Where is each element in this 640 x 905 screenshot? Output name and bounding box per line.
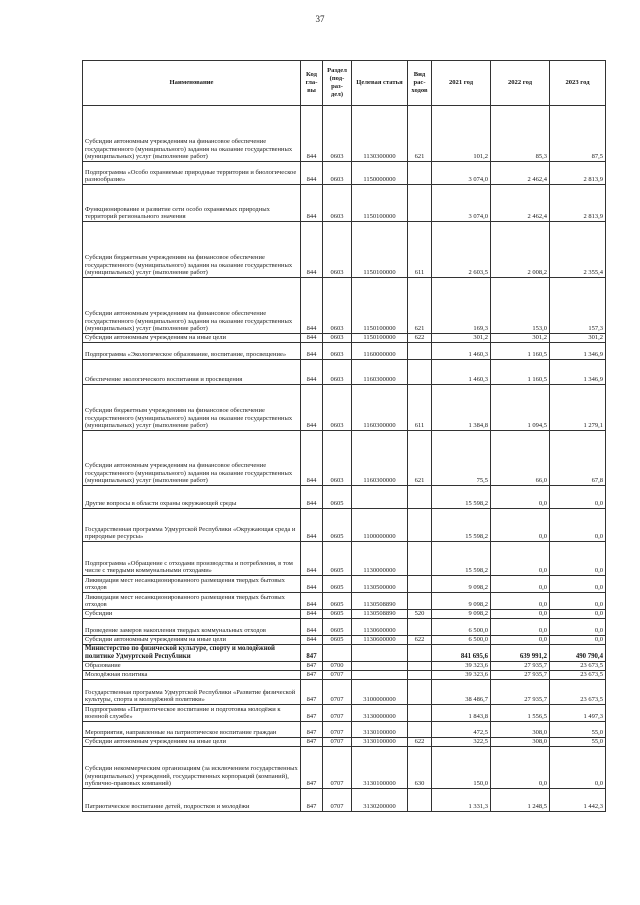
row-type: 611	[408, 222, 432, 278]
row-2021: 38 486,7	[432, 680, 491, 705]
row-name: Субсидии автономным учреждениям на финансовое обеспечение государственного (муниципального) задания на оказание государственных (муниципальных) услуг (выполнение работ)	[83, 278, 301, 334]
row-2022: 0,0	[491, 486, 550, 509]
row-2021: 322,5	[432, 738, 491, 747]
row-2023: 23 673,5	[550, 662, 606, 671]
row-section: 0603	[323, 431, 352, 486]
row-section: 0605	[323, 593, 352, 610]
row-section: 0605	[323, 509, 352, 542]
row-2023: 1 279,1	[550, 385, 606, 431]
row-2021: 9 098,2	[432, 610, 491, 619]
row-2021: 1 331,3	[432, 789, 491, 812]
row-name: Подпрограмма «Особо охраняемые природные территории и биологическое разнообразие»	[83, 162, 301, 185]
row-code: 844	[301, 593, 323, 610]
row-article: 1150100000	[352, 185, 408, 222]
row-2021: 15 598,2	[432, 486, 491, 509]
table-row	[83, 431, 606, 486]
row-2022: 0,0	[491, 509, 550, 542]
row-section: 0707	[323, 680, 352, 705]
row-article: 3130100000	[352, 747, 408, 789]
row-2023: 2 813,9	[550, 185, 606, 222]
row-code: 847	[301, 671, 323, 680]
row-article: 1160000000	[352, 343, 408, 360]
row-section: 0603	[323, 185, 352, 222]
row-2022: 301,2	[491, 334, 550, 343]
row-2023: 1 346,9	[550, 343, 606, 360]
row-name: Государственная программа Удмуртской Республики «Развитие физической культуры, спорта и молодёжной политики»	[83, 680, 301, 705]
table-row	[83, 738, 606, 747]
row-2023: 2 813,9	[550, 162, 606, 185]
row-article: 1150100000	[352, 334, 408, 343]
row-2021: 169,3	[432, 278, 491, 334]
table-row	[83, 486, 606, 509]
row-section	[323, 645, 352, 662]
row-2023: 55,0	[550, 738, 606, 747]
row-2022: 1 160,5	[491, 343, 550, 360]
row-type	[408, 680, 432, 705]
row-2023: 1 497,3	[550, 705, 606, 722]
header-article: Целевая статья	[352, 61, 408, 106]
row-name: Субсидии автономным учреждениям на иные цели	[83, 738, 301, 747]
row-article: 1150100000	[352, 222, 408, 278]
row-2023: 55,0	[550, 722, 606, 738]
table-row	[83, 789, 606, 812]
row-section: 0603	[323, 162, 352, 185]
row-code: 844	[301, 486, 323, 509]
row-type: 621	[408, 431, 432, 486]
table-row	[83, 705, 606, 722]
header-type: Вид рас- ходов	[408, 61, 432, 106]
row-article	[352, 662, 408, 671]
table-body	[83, 106, 606, 812]
row-2023: 0,0	[550, 747, 606, 789]
row-type	[408, 343, 432, 360]
row-article: 1130000000	[352, 542, 408, 576]
row-code: 844	[301, 542, 323, 576]
row-code: 844	[301, 162, 323, 185]
row-name: Обеспечение экологического воспитания и просвещения	[83, 360, 301, 385]
row-name: Молодёжная политика	[83, 671, 301, 680]
row-name: Образование	[83, 662, 301, 671]
row-type	[408, 593, 432, 610]
row-type: 520	[408, 610, 432, 619]
table-row	[83, 385, 606, 431]
row-section: 0603	[323, 278, 352, 334]
row-name: Патриотическое воспитание детей, подростков и молодёжи	[83, 789, 301, 812]
row-name: Субсидии автономным учреждениям на финансовое обеспечение государственного (муниципального) задания на оказание государственных (муниципальных) услуг (выполнение работ)	[83, 431, 301, 486]
row-type	[408, 789, 432, 812]
row-2021: 9 098,2	[432, 593, 491, 610]
table-row	[83, 747, 606, 789]
row-type	[408, 705, 432, 722]
row-2023: 490 790,4	[550, 645, 606, 662]
row-name: Субсидии автономным учреждениям на иные цели	[83, 636, 301, 645]
row-code: 847	[301, 705, 323, 722]
row-section: 0603	[323, 334, 352, 343]
row-code: 847	[301, 738, 323, 747]
row-name: Государственная программа Удмуртской Республики «Окружающая среда и природные ресурсы»	[83, 509, 301, 542]
row-section: 0605	[323, 542, 352, 576]
row-type	[408, 486, 432, 509]
row-2022: 2 462,4	[491, 162, 550, 185]
row-2022: 0,0	[491, 747, 550, 789]
row-code: 844	[301, 431, 323, 486]
row-section: 0707	[323, 722, 352, 738]
row-2021: 1 460,3	[432, 343, 491, 360]
row-2021: 39 323,6	[432, 671, 491, 680]
row-code: 847	[301, 645, 323, 662]
row-code: 844	[301, 278, 323, 334]
row-article: 3130100000	[352, 722, 408, 738]
table-row	[83, 722, 606, 738]
row-article	[352, 486, 408, 509]
row-article	[352, 645, 408, 662]
row-name: Функционирование и развитие сети особо охраняемых природных территорий регионального значения	[83, 185, 301, 222]
row-type	[408, 185, 432, 222]
row-type	[408, 645, 432, 662]
header-section: Раздел (под- раз- дел)	[323, 61, 352, 106]
row-code: 847	[301, 680, 323, 705]
table-row	[83, 662, 606, 671]
row-name: Субсидии бюджетным учреждениям на финансовое обеспечение государственного (муниципального) задания на оказание государственных (муниципальных) услуг (выполнение работ)	[83, 222, 301, 278]
row-article: 1130300000	[352, 106, 408, 162]
row-code: 847	[301, 789, 323, 812]
row-2022: 0,0	[491, 593, 550, 610]
row-2023: 87,5	[550, 106, 606, 162]
row-name: Субсидии автономным учреждениям на финансовое обеспечение государственного (муниципального) задания на оказание государственных (муниципальных) услуг (выполнение работ)	[83, 106, 301, 162]
row-2021: 101,2	[432, 106, 491, 162]
row-type	[408, 662, 432, 671]
row-2023: 1 346,9	[550, 360, 606, 385]
row-type: 621	[408, 106, 432, 162]
row-article: 1160300000	[352, 431, 408, 486]
row-type	[408, 576, 432, 593]
table-row	[83, 610, 606, 619]
row-section: 0605	[323, 610, 352, 619]
row-2022: 1 094,5	[491, 385, 550, 431]
row-name: Подпрограмма «Обращение с отходами производства и потребления, в том числе с твердыми коммунальными отходами»	[83, 542, 301, 576]
table-row	[83, 222, 606, 278]
row-2021: 6 500,0	[432, 636, 491, 645]
row-2022: 27 935,7	[491, 680, 550, 705]
row-2021: 3 074,0	[432, 185, 491, 222]
row-2022: 27 935,7	[491, 662, 550, 671]
row-code: 844	[301, 222, 323, 278]
row-code: 844	[301, 334, 323, 343]
row-type	[408, 360, 432, 385]
row-2022: 2 008,2	[491, 222, 550, 278]
row-code: 844	[301, 619, 323, 636]
row-section: 0603	[323, 385, 352, 431]
row-2021: 3 074,0	[432, 162, 491, 185]
row-2021: 472,5	[432, 722, 491, 738]
row-section: 0605	[323, 636, 352, 645]
row-2022: 1 160,5	[491, 360, 550, 385]
row-section: 0603	[323, 343, 352, 360]
table-row	[83, 106, 606, 162]
row-code: 844	[301, 576, 323, 593]
row-name: Субсидии автономным учреждениям на иные цели	[83, 334, 301, 343]
row-2021: 6 500,0	[432, 619, 491, 636]
row-code: 847	[301, 662, 323, 671]
table-row	[83, 278, 606, 334]
table-row	[83, 680, 606, 705]
row-section: 0707	[323, 789, 352, 812]
row-2021: 150,0	[432, 747, 491, 789]
row-name: Ликвидация мест несанкционированного размещения твердых бытовых отходов	[83, 576, 301, 593]
table-row	[83, 509, 606, 542]
row-2022: 1 556,5	[491, 705, 550, 722]
header-2022: 2022 год	[491, 61, 550, 106]
row-2021: 1 460,3	[432, 360, 491, 385]
table-row	[83, 185, 606, 222]
row-2023: 67,8	[550, 431, 606, 486]
row-type: 622	[408, 636, 432, 645]
header-2023: 2023 год	[550, 61, 606, 106]
row-type: 622	[408, 738, 432, 747]
row-code: 844	[301, 610, 323, 619]
row-name: Министерство по физической культуре, спорту и молодёжной политике Удмуртской Республики	[83, 645, 301, 662]
row-2021: 15 598,2	[432, 509, 491, 542]
row-2021: 75,5	[432, 431, 491, 486]
row-article: 3100000000	[352, 680, 408, 705]
row-type	[408, 509, 432, 542]
row-article: 1130508890	[352, 610, 408, 619]
table-row	[83, 636, 606, 645]
row-article: 1130508890	[352, 593, 408, 610]
row-section: 0707	[323, 747, 352, 789]
row-type	[408, 671, 432, 680]
row-section: 0605	[323, 619, 352, 636]
table-row	[83, 542, 606, 576]
row-section: 0707	[323, 671, 352, 680]
row-2022: 308,0	[491, 722, 550, 738]
row-2022: 0,0	[491, 619, 550, 636]
row-code: 844	[301, 636, 323, 645]
row-name: Ликвидация мест несанкционированного размещения твердых бытовых отходов	[83, 593, 301, 610]
table-row	[83, 343, 606, 360]
row-type: 622	[408, 334, 432, 343]
row-2023: 0,0	[550, 486, 606, 509]
row-section: 0707	[323, 705, 352, 722]
row-2023: 0,0	[550, 610, 606, 619]
row-code: 844	[301, 385, 323, 431]
row-article: 3130000000	[352, 705, 408, 722]
row-type	[408, 619, 432, 636]
row-2022: 308,0	[491, 738, 550, 747]
table-row	[83, 671, 606, 680]
row-type	[408, 162, 432, 185]
row-2023: 301,2	[550, 334, 606, 343]
row-2022: 66,0	[491, 431, 550, 486]
row-code: 844	[301, 106, 323, 162]
row-2023: 0,0	[550, 542, 606, 576]
row-article: 1130600000	[352, 636, 408, 645]
table-row	[83, 360, 606, 385]
budget-table	[82, 60, 606, 812]
row-code: 847	[301, 747, 323, 789]
row-article	[352, 671, 408, 680]
table-header-row	[83, 61, 606, 106]
row-name: Проведение замеров накопления твердых коммунальных отходов	[83, 619, 301, 636]
row-article: 3130100000	[352, 738, 408, 747]
row-2023: 157,3	[550, 278, 606, 334]
row-code: 844	[301, 343, 323, 360]
row-type: 630	[408, 747, 432, 789]
table-row	[83, 645, 606, 662]
row-section: 0603	[323, 360, 352, 385]
row-code: 847	[301, 722, 323, 738]
row-section: 0707	[323, 738, 352, 747]
row-article: 3130200000	[352, 789, 408, 812]
row-name: Мероприятия, направленные на патриотическое воспитание граждан	[83, 722, 301, 738]
row-2023: 0,0	[550, 593, 606, 610]
row-2021: 841 695,6	[432, 645, 491, 662]
row-section: 0603	[323, 222, 352, 278]
table-row	[83, 334, 606, 343]
row-2023: 23 673,5	[550, 671, 606, 680]
header-name: Наименование	[83, 61, 301, 106]
row-2023: 0,0	[550, 509, 606, 542]
row-2021: 301,2	[432, 334, 491, 343]
row-name: Субсидии бюджетным учреждениям на финансовое обеспечение государственного (муниципального) задания на оказание государственных (муниципальных) услуг (выполнение работ)	[83, 385, 301, 431]
table-row	[83, 619, 606, 636]
row-2021: 1 843,8	[432, 705, 491, 722]
row-code: 844	[301, 360, 323, 385]
row-2022: 0,0	[491, 636, 550, 645]
table-row	[83, 162, 606, 185]
row-2023: 0,0	[550, 619, 606, 636]
row-article: 1130500000	[352, 576, 408, 593]
row-article: 1150000000	[352, 162, 408, 185]
row-article: 1130600000	[352, 619, 408, 636]
header-code: Код гла- вы	[301, 61, 323, 106]
row-2023: 2 355,4	[550, 222, 606, 278]
row-2023: 0,0	[550, 576, 606, 593]
row-2022: 153,0	[491, 278, 550, 334]
row-2023: 23 673,5	[550, 680, 606, 705]
row-name: Другие вопросы в области охраны окружающей среды	[83, 486, 301, 509]
row-code: 844	[301, 509, 323, 542]
row-2022: 2 462,4	[491, 185, 550, 222]
row-2022: 639 991,2	[491, 645, 550, 662]
row-name: Подпрограмма «Экологическое образование, воспитание, просвещение»	[83, 343, 301, 360]
row-type: 611	[408, 385, 432, 431]
row-article: 1160300000	[352, 360, 408, 385]
row-type	[408, 542, 432, 576]
row-article: 1160300000	[352, 385, 408, 431]
row-section: 0603	[323, 106, 352, 162]
row-2022: 0,0	[491, 542, 550, 576]
row-name: Субсидии некоммерческим организациям (за исключением государственных (муниципальных) учреждений, государственных корпораций (компаний), публично-правовых компаний)	[83, 747, 301, 789]
row-2021: 1 384,8	[432, 385, 491, 431]
row-section: 0605	[323, 486, 352, 509]
row-section: 0700	[323, 662, 352, 671]
row-article: 1100000000	[352, 509, 408, 542]
row-2022: 27 935,7	[491, 671, 550, 680]
row-article: 1150100000	[352, 278, 408, 334]
header-2021: 2021 год	[432, 61, 491, 106]
row-2023: 0,0	[550, 636, 606, 645]
row-2023: 1 442,3	[550, 789, 606, 812]
row-2021: 2 603,5	[432, 222, 491, 278]
row-section: 0605	[323, 576, 352, 593]
table-row	[83, 593, 606, 610]
page-number: 37	[315, 14, 325, 24]
row-2022: 1 248,5	[491, 789, 550, 812]
row-name: Субсидии	[83, 610, 301, 619]
row-2021: 39 323,6	[432, 662, 491, 671]
row-type: 621	[408, 278, 432, 334]
row-2022: 85,3	[491, 106, 550, 162]
row-2021: 9 098,2	[432, 576, 491, 593]
row-name: Подпрограмма «Патриотическое воспитание и подготовка молодёжи к военной службе»	[83, 705, 301, 722]
row-code: 844	[301, 185, 323, 222]
table-row	[83, 576, 606, 593]
row-2022: 0,0	[491, 576, 550, 593]
row-type	[408, 722, 432, 738]
row-2021: 15 598,2	[432, 542, 491, 576]
row-2022: 0,0	[491, 610, 550, 619]
